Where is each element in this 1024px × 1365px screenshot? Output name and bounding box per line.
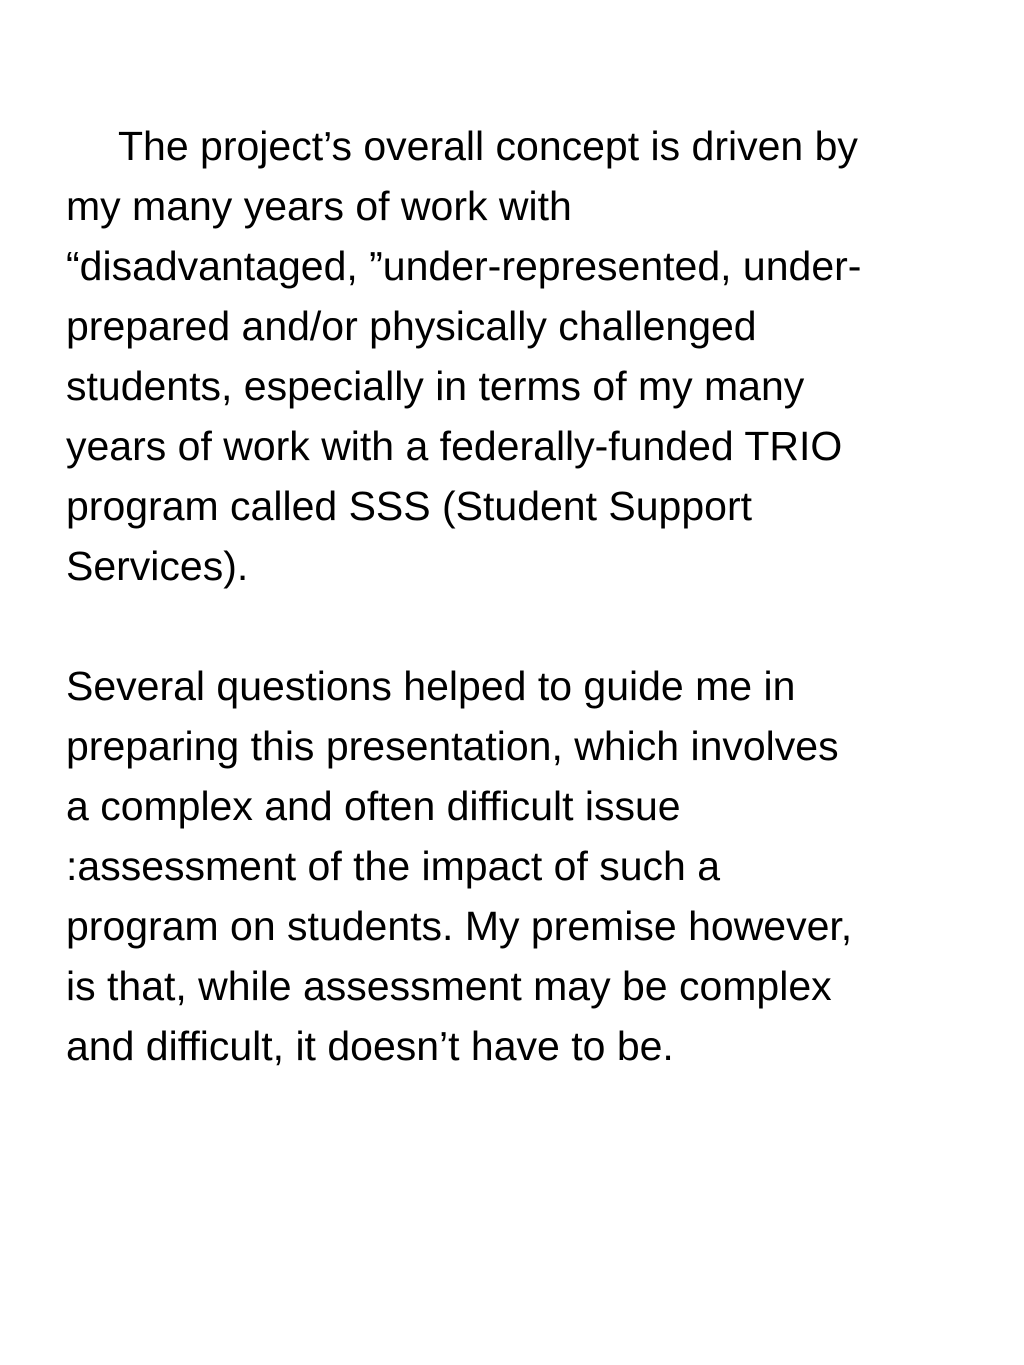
text-line: The project’s overall concept is driven by — [118, 123, 858, 169]
text-line: is that, while assessment may be complex — [66, 963, 832, 1009]
text-line: :assessment of the impact of such a — [66, 843, 721, 889]
text-line: “disadvantaged, ”under-represented, under- — [66, 243, 862, 289]
text-line: prepared and/or physically challenged — [66, 303, 757, 349]
text-line: years of work with a federally-funded TRIO — [66, 423, 843, 469]
text-line: my many years of work with — [66, 183, 572, 229]
text-line: program on students. My premise however, — [66, 903, 853, 949]
text-line: a complex and often difficult issue — [66, 783, 681, 829]
text-line: Several questions helped to guide me in — [66, 663, 796, 709]
text-line: program called SSS (Student Support — [66, 483, 752, 529]
text-line: and difficult, it doesn’t have to be. — [66, 1023, 674, 1069]
text-line: preparing this presentation, which involves — [66, 723, 839, 769]
text-line: Services). — [66, 543, 249, 589]
text-line: students, especially in terms of my many — [66, 363, 805, 409]
